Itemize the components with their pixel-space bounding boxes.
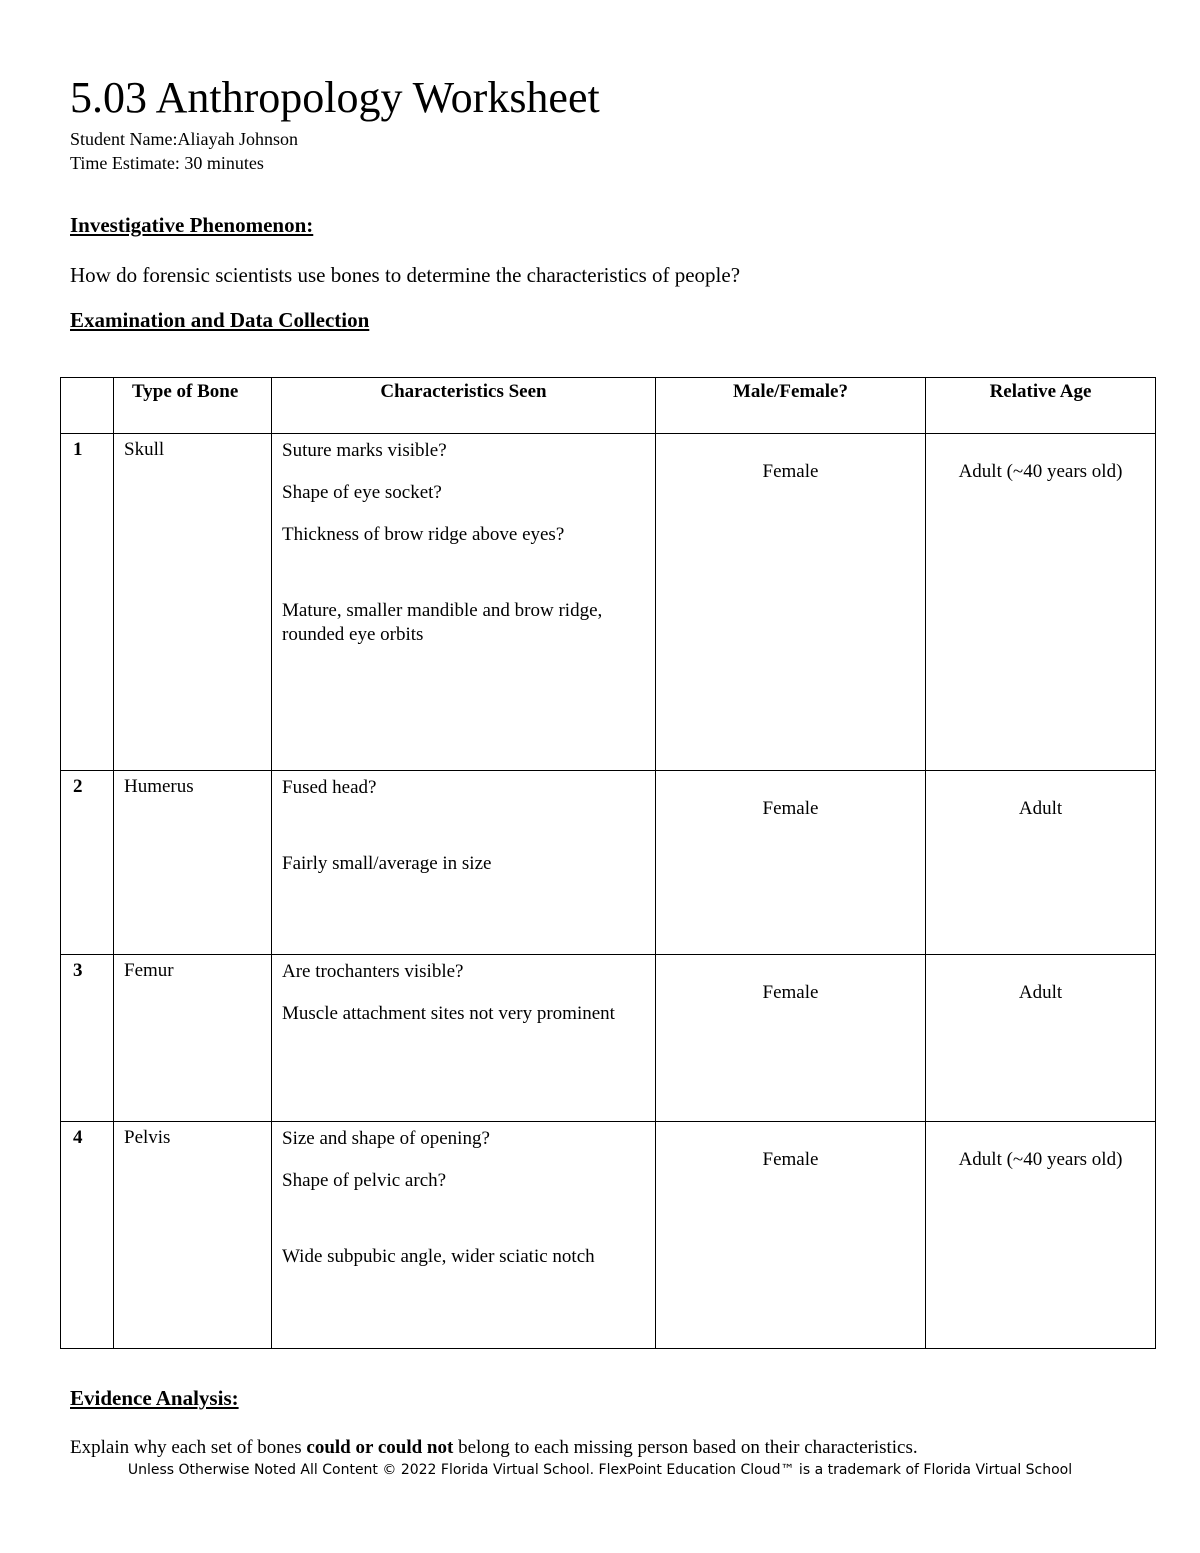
phenomenon-question: How do forensic scientists use bones to determine the characteristics of people? [70, 263, 741, 287]
characteristic-answer: Wide subpubic angle, wider sciatic notch [282, 1246, 595, 1267]
explain-instructions [70, 1436, 918, 1460]
copyright-footer: Unless Otherwise Noted All Content © 2022 Florida Virtual School. FlexPoint Education Cloud™ is a trademark of Florida Virtual School [127, 1462, 1073, 1478]
phenomenon-heading: Investigative Phenomenon: [70, 213, 314, 237]
header-characteristics: Characteristics Seen [272, 378, 656, 434]
characteristics-cell [272, 1122, 656, 1349]
sex-cell: Female [656, 434, 926, 771]
characteristic-answer: Muscle attachment sites not very prominent [282, 1003, 615, 1024]
bone-type: Skull [114, 434, 272, 771]
table-row [61, 771, 1156, 955]
characteristics-cell [272, 771, 656, 955]
row-number: 1 [61, 434, 114, 771]
header-bone-type: Type of Bone [114, 378, 272, 434]
sex-cell: Female [656, 955, 926, 1122]
bone-type: Femur [114, 955, 272, 1122]
table-row [61, 1122, 1156, 1349]
age-cell: Adult [926, 771, 1156, 955]
sex-cell: Female [656, 1122, 926, 1349]
characteristics-cell [272, 434, 656, 771]
header-number [61, 378, 114, 434]
age-cell: Adult [926, 955, 1156, 1122]
time-estimate: Time Estimate: 30 minutes [70, 153, 264, 173]
sex-cell: Female [656, 771, 926, 955]
data-heading: Examination and Data Collection [70, 308, 370, 332]
characteristic-question: Size and shape of opening? [282, 1128, 490, 1149]
table-row [61, 955, 1156, 1122]
table-header-row [61, 378, 1156, 434]
characteristic-answer: Fairly small/average in size [282, 853, 492, 874]
student-name: Student Name:Aliayah Johnson [70, 129, 298, 149]
characteristics-cell [272, 955, 656, 1122]
explain-text-end: belong to each missing person based on their characteristics. [453, 1437, 918, 1458]
row-number: 3 [61, 955, 114, 1122]
header-age: Relative Age [926, 378, 1156, 434]
table-row [61, 434, 1156, 771]
characteristic-answer: Mature, smaller mandible and brow ridge, rounded eye orbits [282, 600, 603, 645]
bone-type: Pelvis [114, 1122, 272, 1349]
characteristic-question: Suture marks visible? [282, 440, 447, 461]
evidence-heading: Evidence Analysis: [70, 1386, 239, 1410]
row-number: 4 [61, 1122, 114, 1349]
bone-type: Humerus [114, 771, 272, 955]
header-sex: Male/Female? [656, 378, 926, 434]
characteristic-question: Thickness of brow ridge above eyes? [282, 524, 565, 545]
explain-text-bold: could or could not [306, 1437, 454, 1458]
row-number: 2 [61, 771, 114, 955]
bone-data-table [60, 377, 1156, 1349]
characteristic-question: Shape of eye socket? [282, 482, 442, 503]
explain-text-start: Explain why each set of bones [70, 1437, 307, 1458]
age-cell: Adult (~40 years old) [926, 434, 1156, 771]
characteristic-question: Shape of pelvic arch? [282, 1170, 447, 1191]
age-cell: Adult (~40 years old) [926, 1122, 1156, 1349]
characteristic-question: Fused head? [282, 777, 377, 798]
characteristic-question: Are trochanters visible? [282, 961, 464, 982]
page-title: 5.03 Anthropology Worksheet [70, 73, 600, 122]
